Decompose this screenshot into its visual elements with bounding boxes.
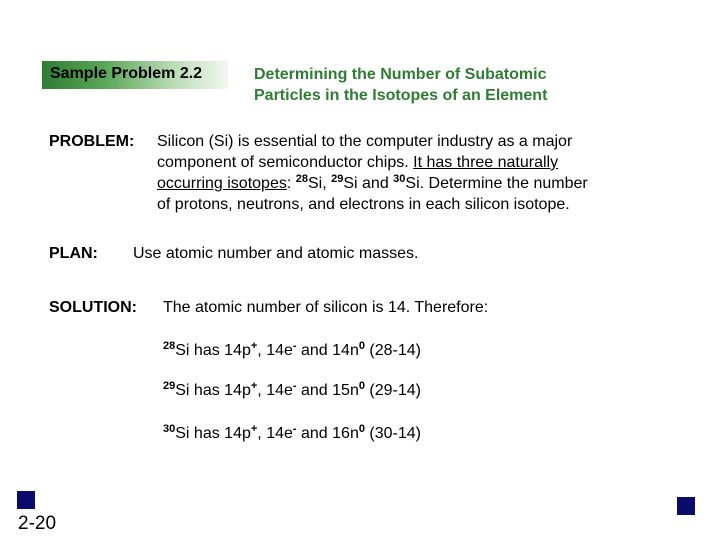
problem-line-2 — [157, 154, 558, 172]
proton-charge: + — [250, 423, 258, 435]
title-line-1: Determining the Number of Subatomic — [254, 66, 547, 83]
footer-square-right — [677, 497, 695, 515]
isotope-3-text: Si. Determine the number — [405, 175, 588, 192]
isotope-3-mass: 30 — [393, 173, 406, 185]
problem-line-4: of protons, neutrons, and electrons in each silicon isotope. — [157, 196, 570, 213]
solution-line-text: , 14e — [257, 382, 293, 399]
plan-label: PLAN: — [49, 245, 98, 262]
neutron-charge: 0 — [358, 380, 365, 392]
proton-charge: + — [250, 380, 258, 392]
title-line-2: Particles in the Isotopes of an Element — [254, 87, 548, 104]
problem-line-3 — [157, 175, 588, 193]
solution-line-text: Si has 14p — [175, 425, 251, 442]
solution-line-text: and 14n — [296, 342, 359, 359]
solution-text: The atomic number of silicon is 14. Therefore: — [163, 299, 489, 316]
problem-colon: : — [286, 175, 296, 192]
solution-line-text: and 16n — [296, 425, 359, 442]
electron-charge: - — [292, 423, 297, 435]
solution-line-text: and 15n — [296, 382, 359, 399]
plan-text: Use atomic number and atomic masses. — [133, 245, 419, 262]
solution-line-text: , 14e — [257, 425, 293, 442]
proton-charge: + — [250, 340, 258, 352]
solution-line-29 — [163, 382, 421, 400]
electron-charge: - — [292, 380, 297, 392]
mass-number: 28 — [163, 340, 176, 352]
mass-number: 30 — [163, 423, 176, 435]
electron-charge: - — [292, 340, 297, 352]
page-number: 2-20 — [18, 513, 57, 534]
isotope-2-symbol: Si and — [343, 175, 394, 192]
isotope-1-symbol: Si, — [307, 175, 332, 192]
neutron-charge: 0 — [358, 340, 365, 352]
footer-square-left — [17, 491, 35, 509]
solution-line-28 — [163, 342, 421, 360]
problem-underlined-text: It has three naturally — [413, 154, 559, 171]
problem-line-1: Silicon (Si) is essential to the computer industry as a major — [157, 133, 573, 150]
solution-line-text: (28-14) — [364, 342, 421, 359]
problem-underlined-isotopes: occurring isotopes — [157, 175, 287, 192]
neutron-charge: 0 — [358, 423, 365, 435]
sample-problem-label: Sample Problem 2.2 — [50, 65, 203, 82]
solution-line-30 — [163, 425, 421, 443]
solution-line-text: Si has 14p — [175, 382, 251, 399]
solution-line-text: Si has 14p — [175, 342, 251, 359]
mass-number: 29 — [163, 380, 176, 392]
solution-label: SOLUTION: — [49, 299, 137, 316]
isotope-1-mass: 28 — [295, 173, 308, 185]
isotope-2-mass: 29 — [331, 173, 344, 185]
problem-label: PROBLEM: — [49, 133, 135, 150]
solution-line-text: , 14e — [257, 342, 293, 359]
solution-line-text: (30-14) — [364, 425, 421, 442]
problem-line-2-text: component of semiconductor chips. — [157, 154, 414, 171]
solution-line-text: (29-14) — [364, 382, 421, 399]
